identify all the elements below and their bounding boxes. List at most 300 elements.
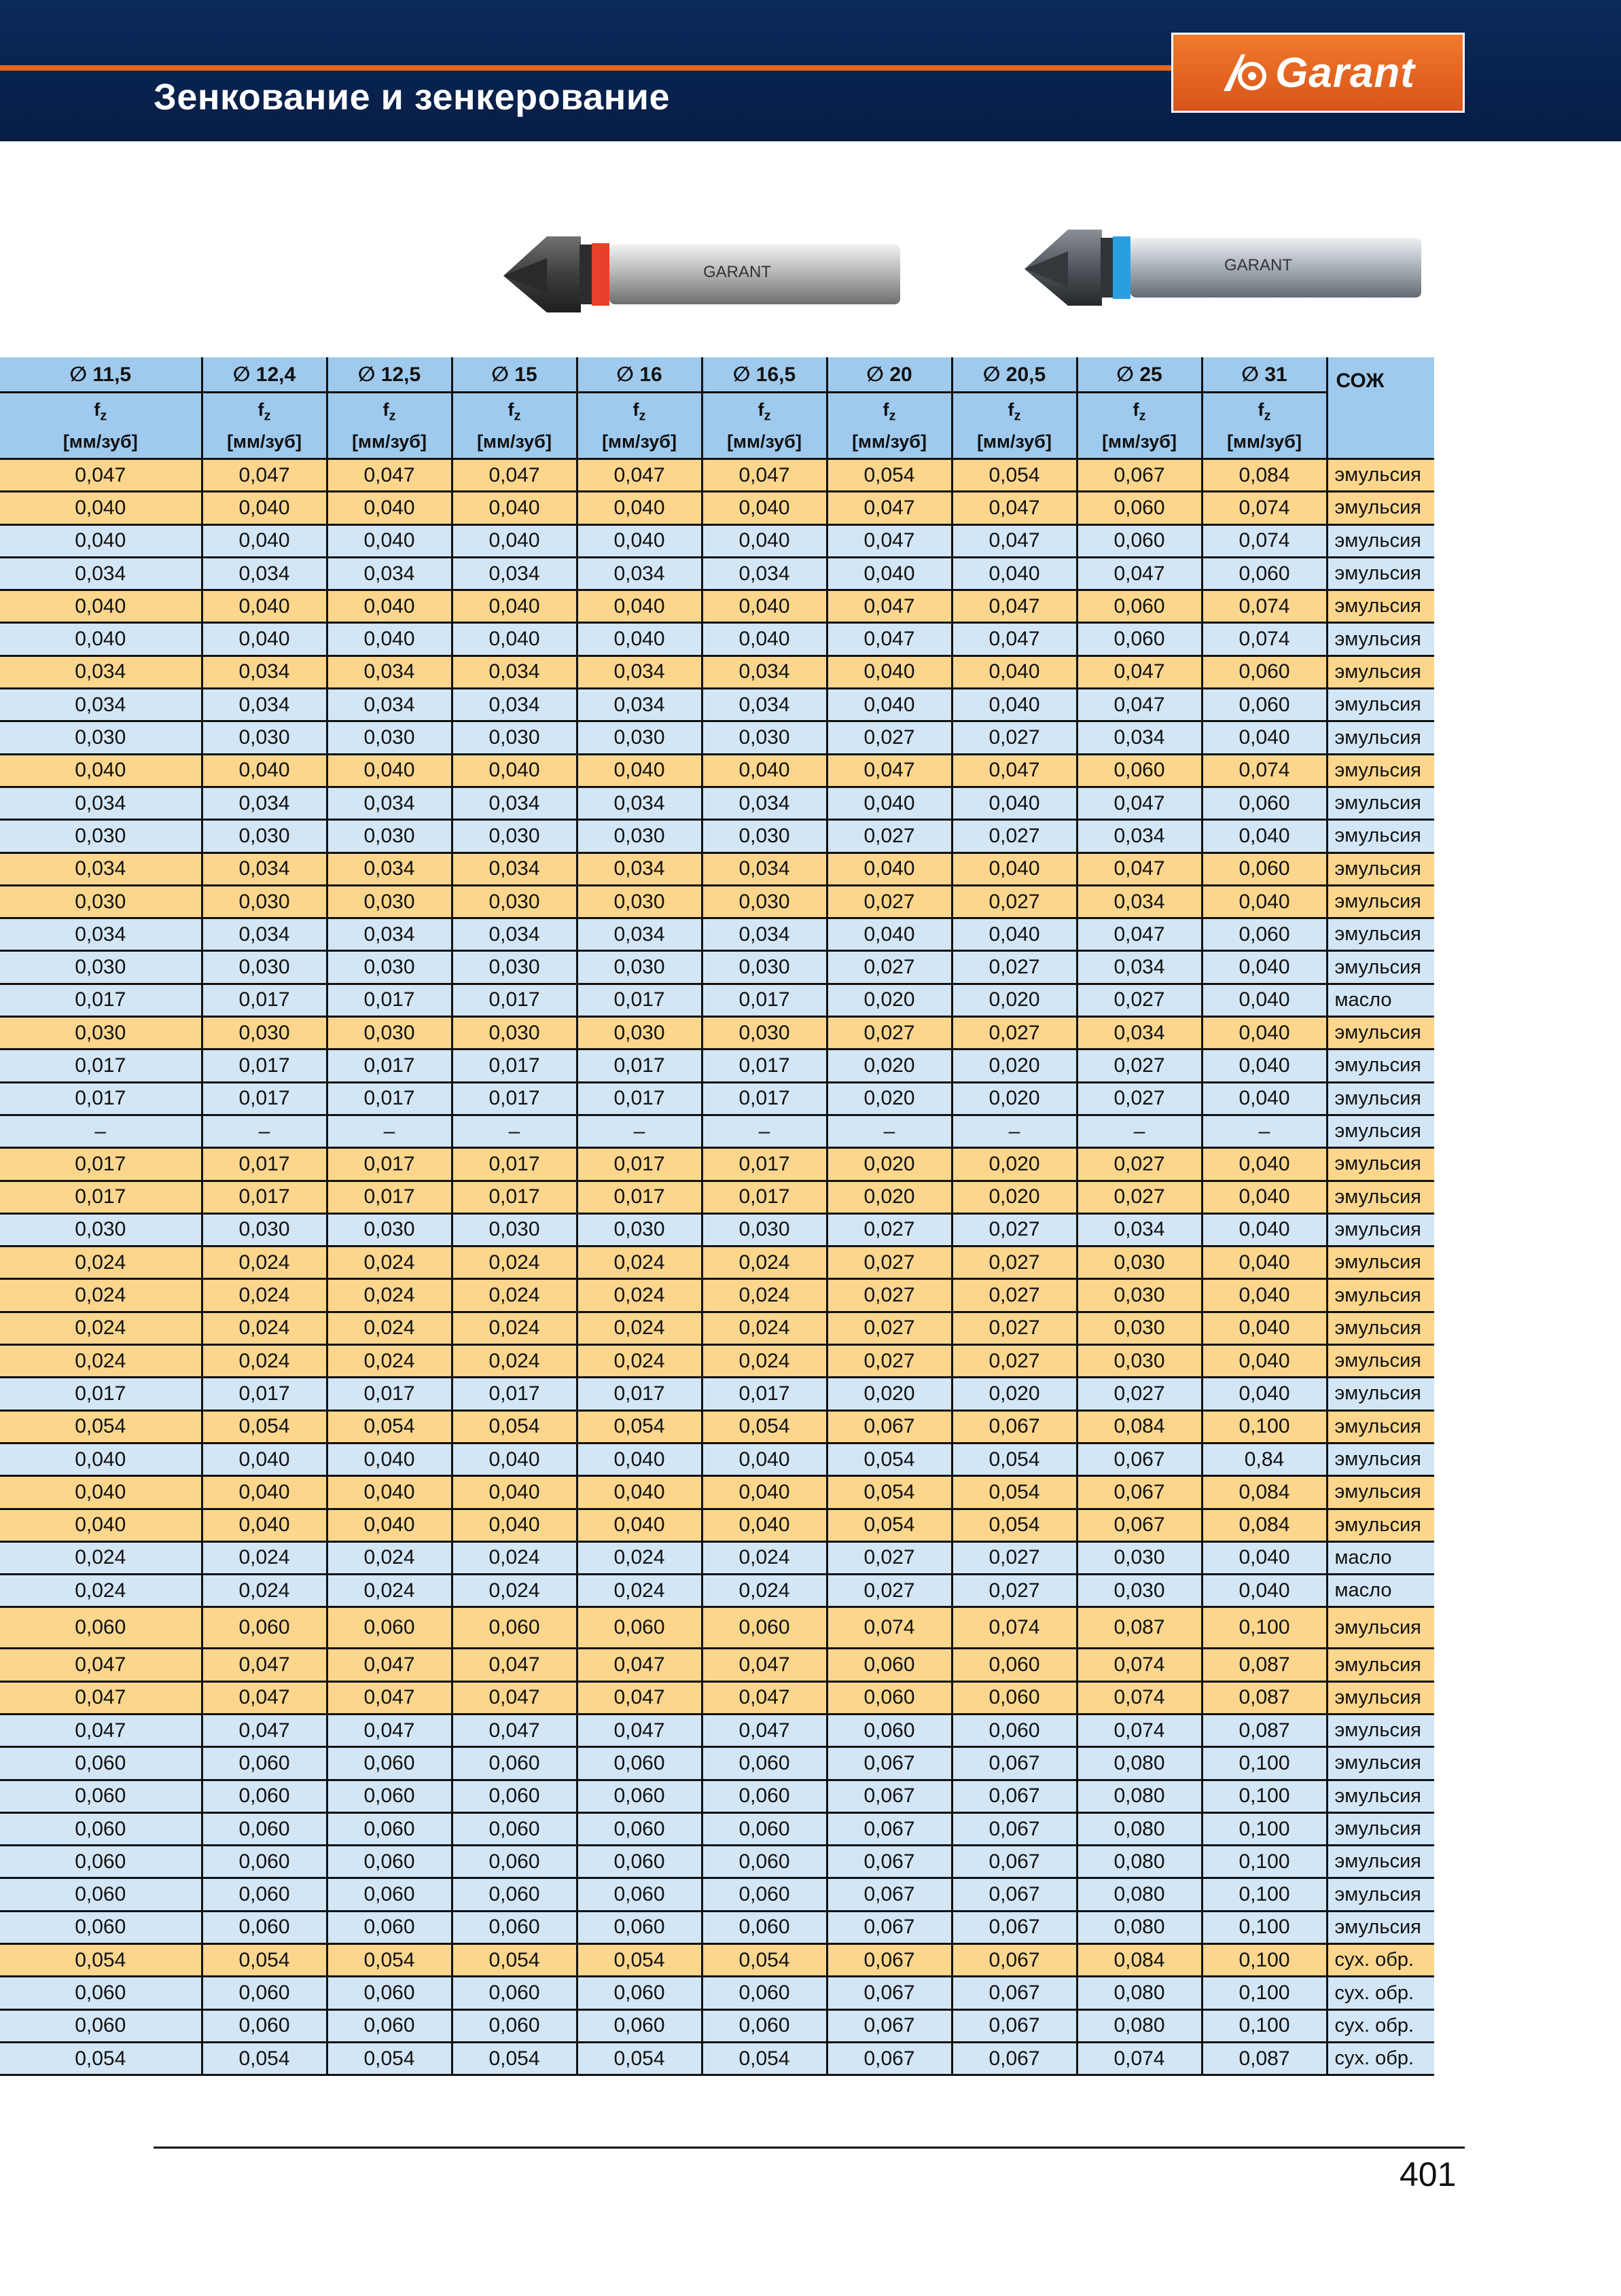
fz-value-cell: 0,034 xyxy=(577,557,702,590)
fz-value-cell: 0,040 xyxy=(202,492,327,524)
fz-value-cell: 0,067 xyxy=(827,1878,952,1911)
coolant-cell: эмульсия xyxy=(1327,1649,1434,1681)
fz-value-cell: 0,034 xyxy=(702,787,827,819)
fz-value-cell: 0,047 xyxy=(952,524,1077,557)
fz-value-cell: 0,060 xyxy=(452,1747,577,1780)
fz-value-cell: 0,034 xyxy=(702,557,827,590)
fz-value-cell: 0,060 xyxy=(702,1607,827,1649)
fz-value-cell: 0,020 xyxy=(827,1082,952,1115)
fz-value-cell: 0,017 xyxy=(452,1181,577,1213)
fz-value-cell: 0,024 xyxy=(702,1541,827,1574)
table-row xyxy=(0,1213,1434,1246)
fz-value-cell: 0,017 xyxy=(452,1082,577,1115)
fz-value-cell: 0,060 xyxy=(952,1681,1077,1714)
fz-value-cell: 0,040 xyxy=(0,590,202,623)
fz-value-cell: 0,017 xyxy=(0,1082,202,1115)
fz-value-cell: 0,054 xyxy=(202,1410,327,1443)
fz-value-cell: 0,047 xyxy=(202,1681,327,1714)
fz-value-cell: 0,060 xyxy=(577,1747,702,1780)
fz-value-cell: 0,030 xyxy=(452,951,577,984)
coolant-cell: эмульсия xyxy=(1327,1181,1434,1213)
fz-unit-header xyxy=(202,393,327,459)
diameter-header: ∅ 20,5 xyxy=(952,357,1077,393)
fz-value-cell: 0,027 xyxy=(827,1246,952,1279)
fz-value-cell: 0,047 xyxy=(702,1681,827,1714)
fz-value-cell: 0,060 xyxy=(0,1607,202,1649)
fz-value-cell: 0,024 xyxy=(0,1541,202,1574)
coolant-cell: эмульсия xyxy=(1327,1213,1434,1246)
diameter-header-row xyxy=(0,357,1434,393)
table-row xyxy=(0,1181,1434,1213)
fz-value-cell: 0,040 xyxy=(1202,1246,1327,1279)
fz-value-cell: 0,030 xyxy=(327,1213,452,1246)
fz-value-cell: 0,030 xyxy=(702,885,827,918)
fz-value-cell: 0,024 xyxy=(702,1312,827,1344)
table-row xyxy=(0,656,1434,688)
fz-value-cell: 0,040 xyxy=(827,787,952,819)
table-row xyxy=(0,1312,1434,1344)
fz-value-cell: 0,060 xyxy=(827,1649,952,1681)
table-row xyxy=(0,1509,1434,1541)
fz-value-cell: 0,027 xyxy=(952,1312,1077,1344)
fz-value-cell: 0,040 xyxy=(452,754,577,787)
fz-value-cell: 0,024 xyxy=(327,1575,452,1607)
fz-value-cell: 0,027 xyxy=(952,721,1077,754)
fz-value-cell: 0,027 xyxy=(827,1345,952,1378)
fz-value-cell: – xyxy=(202,1115,327,1147)
fz-value-cell: 0,047 xyxy=(1077,787,1202,819)
fz-value-cell: 0,080 xyxy=(1077,1780,1202,1812)
fz-value-cell: 0,060 xyxy=(952,1714,1077,1746)
fz-value-cell: 0,030 xyxy=(577,1017,702,1050)
fz-value-cell: 0,034 xyxy=(1077,1213,1202,1246)
coolant-cell: эмульсия xyxy=(1327,1509,1434,1541)
fz-value-cell: 0,017 xyxy=(202,1050,327,1082)
fz-value-cell: 0,040 xyxy=(327,1509,452,1541)
fz-unit-header xyxy=(952,393,1077,459)
fz-value-cell: 0,060 xyxy=(577,2009,702,2042)
fz-value-cell: 0,040 xyxy=(1202,1017,1327,1050)
fz-value-cell: – xyxy=(952,1115,1077,1147)
fz-value-cell: 0,030 xyxy=(577,885,702,918)
table-row xyxy=(0,1747,1434,1780)
fz-value-cell: 0,030 xyxy=(1077,1345,1202,1378)
fz-value-cell: 0,020 xyxy=(827,1378,952,1410)
fz-value-cell: 0,017 xyxy=(702,984,827,1016)
coolant-cell: эмульсия xyxy=(1327,689,1434,721)
coolant-cell: эмульсия xyxy=(1327,754,1434,787)
fz-value-cell: 0,047 xyxy=(702,1649,827,1681)
fz-value-cell: 0,027 xyxy=(827,1312,952,1344)
coolant-cell: эмульсия xyxy=(1327,1312,1434,1344)
fz-value-cell: 0,027 xyxy=(827,951,952,984)
fz-value-cell: 0,040 xyxy=(0,524,202,557)
fz-value-cell: – xyxy=(1077,1115,1202,1147)
fz-value-cell: 0,024 xyxy=(577,1279,702,1312)
fz-value-cell: 0,027 xyxy=(827,1279,952,1312)
fz-value-cell: 0,100 xyxy=(1202,1846,1327,1878)
fz-value-cell: 0,024 xyxy=(577,1575,702,1607)
table-row xyxy=(0,1714,1434,1746)
fz-value-cell: 0,024 xyxy=(452,1312,577,1344)
fz-value-cell: 0,100 xyxy=(1202,1944,1327,1977)
fz-subscript: z xyxy=(639,408,646,424)
fz-value-cell: 0,030 xyxy=(1077,1312,1202,1344)
feed-table-wrap xyxy=(0,357,1434,2076)
fz-subscript: z xyxy=(264,408,271,424)
fz-value-cell: 0,060 xyxy=(827,1714,952,1746)
fz-value-cell: 0,040 xyxy=(702,623,827,656)
fz-value-cell: 0,047 xyxy=(1077,689,1202,721)
table-row xyxy=(0,590,1434,623)
fz-value-cell: 0,060 xyxy=(577,1878,702,1911)
fz-value-cell: 0,034 xyxy=(452,918,577,951)
fz-value-cell: 0,034 xyxy=(327,557,452,590)
fz-value-cell: 0,060 xyxy=(577,1780,702,1812)
fz-value-cell: 0,074 xyxy=(1202,492,1327,524)
fz-value-cell: 0,030 xyxy=(202,885,327,918)
fz-value-cell: 0,060 xyxy=(452,2009,577,2042)
fz-value-cell: 0,040 xyxy=(952,557,1077,590)
fz-value-cell: 0,054 xyxy=(577,2042,702,2075)
fz-value-cell: – xyxy=(452,1115,577,1147)
coolant-cell: масло xyxy=(1327,984,1434,1016)
fz-value-cell: 0,040 xyxy=(952,787,1077,819)
fz-value-cell: 0,060 xyxy=(702,1846,827,1878)
fz-value-cell: 0,040 xyxy=(1202,951,1327,984)
fz-value-cell: 0,017 xyxy=(577,1181,702,1213)
fz-value-cell: 0,060 xyxy=(202,1780,327,1812)
fz-value-cell: 0,060 xyxy=(0,1780,202,1812)
fz-value-cell: 0,040 xyxy=(452,1443,577,1475)
fz-value-cell: 0,060 xyxy=(202,1911,327,1943)
fz-value-cell: 0,060 xyxy=(327,1812,452,1845)
footer-rule xyxy=(154,2147,1465,2149)
fz-unit: [мм/зуб] xyxy=(63,431,138,452)
fz-value-cell: 0,060 xyxy=(577,1607,702,1649)
fz-value-cell: 0,040 xyxy=(0,1443,202,1475)
fz-value-cell: 0,040 xyxy=(827,918,952,951)
fz-value-cell: 0,027 xyxy=(827,885,952,918)
table-row xyxy=(0,2009,1434,2042)
fz-value-cell: 0,030 xyxy=(202,1213,327,1246)
coolant-cell: эмульсия xyxy=(1327,721,1434,754)
fz-value-cell: 0,060 xyxy=(1077,524,1202,557)
fz-value-cell: 0,034 xyxy=(202,557,327,590)
fz-value-cell: 0,030 xyxy=(202,951,327,984)
fz-value-cell: 0,030 xyxy=(1077,1246,1202,1279)
fz-unit: [мм/зуб] xyxy=(227,431,302,452)
fz-value-cell: – xyxy=(1202,1115,1327,1147)
fz-value-cell: 0,047 xyxy=(827,524,952,557)
fz-value-cell: 0,067 xyxy=(952,1812,1077,1845)
fz-value-cell: 0,067 xyxy=(952,1846,1077,1878)
fz-value-cell: 0,040 xyxy=(702,492,827,524)
fz-symbol: f xyxy=(507,399,514,420)
diameter-header: ∅ 25 xyxy=(1077,357,1202,393)
coolant-cell: сух. обр. xyxy=(1327,1977,1434,2009)
fz-value-cell: 0,067 xyxy=(827,1780,952,1812)
fz-unit-header xyxy=(827,393,952,459)
coolant-cell: эмульсия xyxy=(1327,557,1434,590)
fz-value-cell: 0,017 xyxy=(577,1050,702,1082)
fz-value-cell: 0,034 xyxy=(577,853,702,885)
fz-symbol: f xyxy=(1008,399,1014,420)
fz-value-cell: 0,047 xyxy=(202,1649,327,1681)
fz-unit: [мм/зуб] xyxy=(852,431,927,452)
fz-value-cell: 0,054 xyxy=(952,1443,1077,1475)
fz-value-cell: 0,034 xyxy=(1077,885,1202,918)
coolant-cell: эмульсия xyxy=(1327,656,1434,688)
fz-value-cell: 0,067 xyxy=(827,1911,952,1943)
fz-value-cell: 0,017 xyxy=(452,1148,577,1181)
coolant-cell: эмульсия xyxy=(1327,524,1434,557)
fz-value-cell: 0,047 xyxy=(827,492,952,524)
diameter-header: ∅ 16 xyxy=(577,357,702,393)
fz-value-cell: 0,040 xyxy=(702,524,827,557)
fz-unit: [мм/зуб] xyxy=(602,431,677,452)
fz-value-cell: 0,047 xyxy=(452,1714,577,1746)
fz-value-cell: 0,024 xyxy=(702,1345,827,1378)
fz-value-cell: 0,040 xyxy=(577,492,702,524)
fz-value-cell: 0,024 xyxy=(577,1312,702,1344)
fz-value-cell: 0,017 xyxy=(202,1181,327,1213)
fz-value-cell: 0,067 xyxy=(827,1977,952,2009)
fz-value-cell: 0,024 xyxy=(202,1575,327,1607)
table-row xyxy=(0,623,1434,656)
fz-value-cell: 0,024 xyxy=(452,1246,577,1279)
fz-value-cell: 0,024 xyxy=(702,1246,827,1279)
fz-value-cell: 0,024 xyxy=(202,1312,327,1344)
logo-text: Garant xyxy=(1275,49,1415,96)
fz-value-cell: 0,030 xyxy=(702,1213,827,1246)
table-row xyxy=(0,1649,1434,1681)
fz-value-cell: 0,047 xyxy=(827,754,952,787)
table-row xyxy=(0,492,1434,524)
fz-value-cell: 0,060 xyxy=(1202,689,1327,721)
fz-value-cell: 0,054 xyxy=(827,1509,952,1541)
fz-value-cell: 0,040 xyxy=(577,524,702,557)
fz-unit-header xyxy=(452,393,577,459)
fz-value-cell: 0,054 xyxy=(452,1944,577,1977)
fz-value-cell: 0,030 xyxy=(0,1213,202,1246)
table-row xyxy=(0,885,1434,918)
fz-header-row xyxy=(0,393,1434,459)
fz-value-cell: 0,054 xyxy=(202,1944,327,1977)
coolant-cell: эмульсия xyxy=(1327,623,1434,656)
fz-value-cell: 0,060 xyxy=(702,2009,827,2042)
fz-value-cell: 0,034 xyxy=(327,689,452,721)
fz-value-cell: 0,060 xyxy=(577,1977,702,2009)
fz-value-cell: 0,027 xyxy=(1077,1181,1202,1213)
fz-value-cell: 0,040 xyxy=(202,590,327,623)
fz-value-cell: 0,027 xyxy=(827,1213,952,1246)
fz-value-cell: 0,060 xyxy=(327,1780,452,1812)
fz-value-cell: 0,047 xyxy=(702,1714,827,1746)
fz-value-cell: 0,027 xyxy=(952,1246,1077,1279)
table-row xyxy=(0,1681,1434,1714)
diameter-header: ∅ 15 xyxy=(452,357,577,393)
fz-value-cell: 0,020 xyxy=(952,1050,1077,1082)
fz-value-cell: 0,034 xyxy=(202,787,327,819)
fz-value-cell: 0,054 xyxy=(577,1944,702,1977)
fz-value-cell: 0,040 xyxy=(1202,1213,1327,1246)
fz-value-cell: 0,040 xyxy=(702,1476,827,1509)
coolant-cell: эмульсия xyxy=(1327,885,1434,918)
fz-value-cell: 0,040 xyxy=(1202,820,1327,853)
fz-value-cell: 0,060 xyxy=(202,1846,327,1878)
fz-value-cell: 0,060 xyxy=(702,1911,827,1943)
fz-value-cell: 0,024 xyxy=(202,1541,327,1574)
table-row xyxy=(0,1878,1434,1911)
fz-value-cell: 0,074 xyxy=(952,1607,1077,1649)
fz-value-cell: 0,040 xyxy=(202,623,327,656)
fz-value-cell: 0,027 xyxy=(952,951,1077,984)
fz-value-cell: 0,084 xyxy=(1077,1944,1202,1977)
fz-value-cell: 0,040 xyxy=(1202,1279,1327,1312)
fz-value-cell: 0,080 xyxy=(1077,1878,1202,1911)
fz-value-cell: 0,080 xyxy=(1077,1812,1202,1845)
fz-value-cell: 0,054 xyxy=(202,2042,327,2075)
fz-value-cell: 0,060 xyxy=(577,1911,702,1943)
fz-value-cell: – xyxy=(577,1115,702,1147)
fz-value-cell: 0,080 xyxy=(1077,1846,1202,1878)
fz-value-cell: 0,030 xyxy=(702,820,827,853)
fz-value-cell: 0,040 xyxy=(827,557,952,590)
fz-value-cell: 0,030 xyxy=(452,820,577,853)
fz-value-cell: 0,040 xyxy=(202,1476,327,1509)
fz-value-cell: 0,060 xyxy=(0,1977,202,2009)
fz-value-cell: 0,060 xyxy=(202,1812,327,1845)
fz-value-cell: 0,054 xyxy=(827,1443,952,1475)
coolant-cell: эмульсия xyxy=(1327,492,1434,524)
fz-value-cell: 0,040 xyxy=(1202,1050,1327,1082)
fz-symbol: f xyxy=(382,399,389,420)
fz-value-cell: 0,040 xyxy=(577,1509,702,1541)
fz-value-cell: 0,017 xyxy=(577,984,702,1016)
fz-value-cell: 0,067 xyxy=(827,1812,952,1845)
table-row xyxy=(0,1541,1434,1574)
fz-value-cell: 0,034 xyxy=(452,787,577,819)
fz-value-cell: 0,067 xyxy=(1077,1509,1202,1541)
page-title: Зенкование и зенкерование xyxy=(154,77,671,118)
fz-value-cell: 0,054 xyxy=(327,1944,452,1977)
coolant-cell: эмульсия xyxy=(1327,1115,1434,1147)
fz-value-cell: 0,060 xyxy=(0,1812,202,1845)
coolant-cell: эмульсия xyxy=(1327,1082,1434,1115)
fz-value-cell: 0,080 xyxy=(1077,1977,1202,2009)
fz-value-cell: 0,047 xyxy=(452,1681,577,1714)
table-row xyxy=(0,1345,1434,1378)
fz-value-cell: 0,030 xyxy=(0,820,202,853)
fz-value-cell: 0,030 xyxy=(327,820,452,853)
fz-value-cell: 0,060 xyxy=(702,1812,827,1845)
fz-value-cell: 0,040 xyxy=(0,1509,202,1541)
fz-value-cell: 0,054 xyxy=(0,2042,202,2075)
fz-value-cell: 0,067 xyxy=(952,1878,1077,1911)
header-accent-line xyxy=(0,65,1175,71)
fz-symbol: f xyxy=(1258,399,1264,420)
fz-value-cell: 0,100 xyxy=(1202,2009,1327,2042)
fz-value-cell: 0,047 xyxy=(202,459,327,492)
fz-unit: [мм/зуб] xyxy=(1102,431,1177,452)
fz-value-cell: 0,034 xyxy=(1077,721,1202,754)
garant-logo xyxy=(1171,33,1465,113)
fz-value-cell: 0,024 xyxy=(327,1541,452,1574)
table-row xyxy=(0,1780,1434,1812)
fz-value-cell: 0,030 xyxy=(1077,1541,1202,1574)
countersink-tool-red xyxy=(499,231,907,319)
diameter-header: ∅ 11,5 xyxy=(0,357,202,393)
fz-value-cell: 0,067 xyxy=(952,2042,1077,2075)
fz-value-cell: 0,027 xyxy=(1077,1378,1202,1410)
fz-value-cell: 0,034 xyxy=(702,656,827,688)
fz-value-cell: 0,017 xyxy=(327,1378,452,1410)
fz-value-cell: 0,024 xyxy=(577,1246,702,1279)
fz-value-cell: 0,047 xyxy=(0,1714,202,1746)
fz-value-cell: 0,030 xyxy=(0,951,202,984)
fz-value-cell: 0,017 xyxy=(577,1148,702,1181)
fz-value-cell: 0,034 xyxy=(202,853,327,885)
fz-value-cell: 0,060 xyxy=(202,1977,327,2009)
fz-value-cell: 0,067 xyxy=(1077,459,1202,492)
fz-value-cell: 0,027 xyxy=(1077,1148,1202,1181)
fz-value-cell: 0,047 xyxy=(1077,853,1202,885)
fz-value-cell: 0,024 xyxy=(0,1279,202,1312)
table-row xyxy=(0,689,1434,721)
fz-symbol: f xyxy=(1133,399,1139,420)
table-row xyxy=(0,721,1434,754)
fz-value-cell: 0,030 xyxy=(327,721,452,754)
fz-value-cell: 0,034 xyxy=(452,656,577,688)
fz-value-cell: 0,034 xyxy=(202,918,327,951)
fz-value-cell: 0,84 xyxy=(1202,1443,1327,1475)
fz-value-cell: 0,040 xyxy=(952,918,1077,951)
fz-value-cell: 0,060 xyxy=(1202,656,1327,688)
fz-value-cell: 0,040 xyxy=(952,853,1077,885)
fz-value-cell: 0,074 xyxy=(1202,623,1327,656)
fz-value-cell: 0,017 xyxy=(702,1378,827,1410)
fz-value-cell: 0,067 xyxy=(952,1911,1077,1943)
fz-value-cell: 0,024 xyxy=(452,1575,577,1607)
fz-value-cell: 0,054 xyxy=(327,1410,452,1443)
fz-value-cell: 0,054 xyxy=(702,2042,827,2075)
fz-value-cell: 0,100 xyxy=(1202,1911,1327,1943)
fz-value-cell: 0,060 xyxy=(1077,623,1202,656)
fz-value-cell: 0,030 xyxy=(327,1017,452,1050)
fz-value-cell: 0,020 xyxy=(952,1181,1077,1213)
fz-value-cell: 0,030 xyxy=(452,1017,577,1050)
fz-value-cell: 0,040 xyxy=(452,1509,577,1541)
fz-value-cell: 0,047 xyxy=(827,590,952,623)
fz-value-cell: 0,034 xyxy=(327,787,452,819)
fz-unit-header xyxy=(0,393,202,459)
fz-value-cell: 0,034 xyxy=(1077,951,1202,984)
table-row xyxy=(0,853,1434,885)
fz-value-cell: 0,020 xyxy=(952,984,1077,1016)
fz-value-cell: 0,020 xyxy=(827,984,952,1016)
tool-label: GARANT xyxy=(703,263,772,281)
diameter-header: ∅ 12,5 xyxy=(327,357,452,393)
fz-value-cell: 0,017 xyxy=(0,1181,202,1213)
fz-value-cell: 0,024 xyxy=(202,1246,327,1279)
fz-value-cell: 0,030 xyxy=(327,885,452,918)
fz-value-cell: 0,017 xyxy=(577,1378,702,1410)
fz-value-cell: – xyxy=(327,1115,452,1147)
fz-unit: [мм/зуб] xyxy=(352,431,427,452)
fz-value-cell: 0,027 xyxy=(952,1017,1077,1050)
fz-value-cell: 0,027 xyxy=(1077,984,1202,1016)
